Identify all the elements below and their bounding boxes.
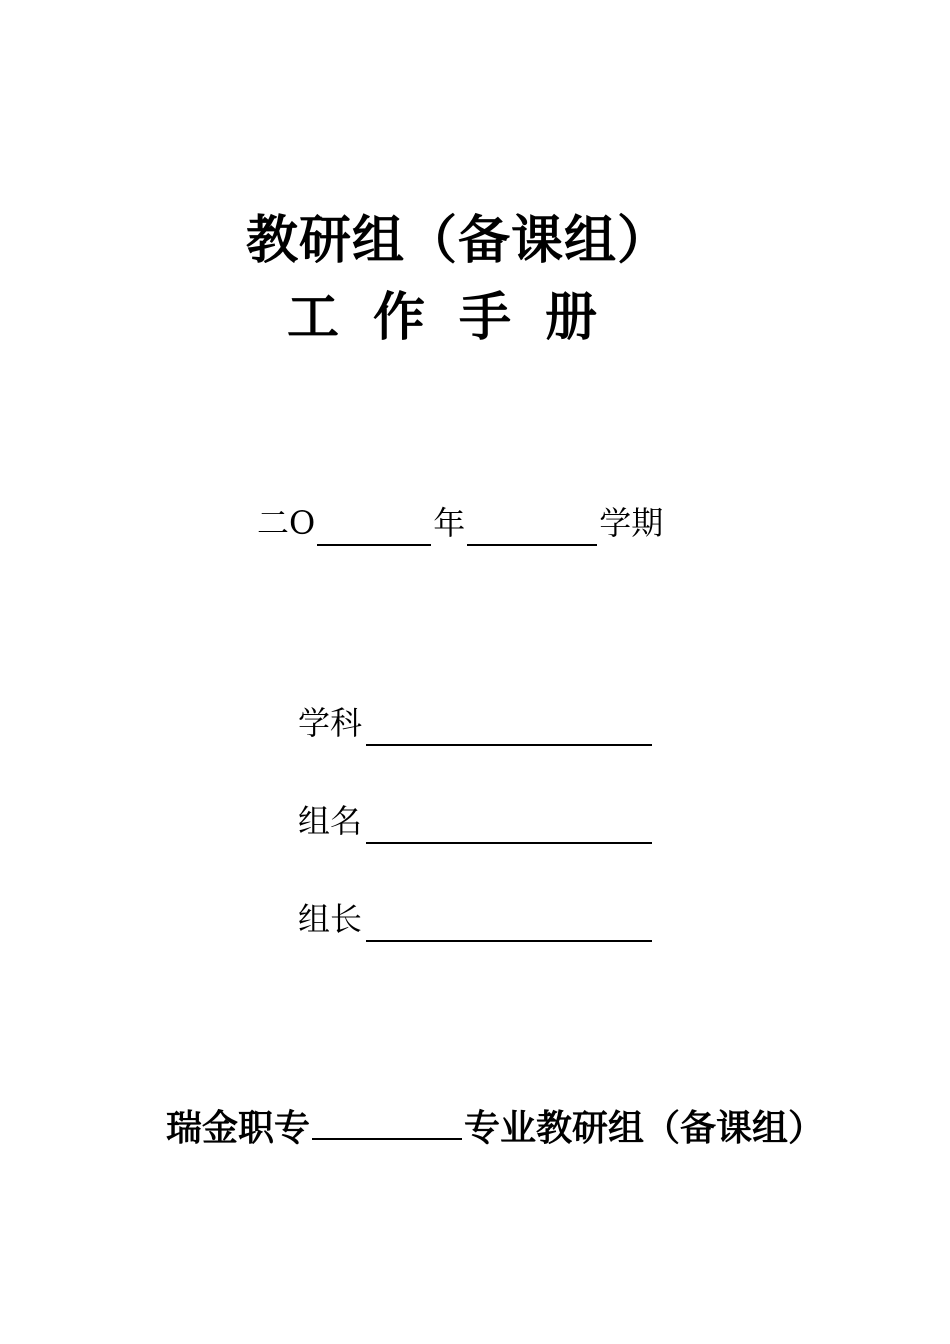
subject-field xyxy=(298,700,654,746)
semester-blank[interactable] xyxy=(467,506,597,546)
group-name-blank[interactable] xyxy=(366,804,652,844)
footer-prefix: 瑞金职专 xyxy=(166,1108,311,1149)
term-prefix: 二O xyxy=(257,504,316,542)
term-line xyxy=(257,500,663,546)
cover-subtitle: 工作手册 xyxy=(287,288,632,348)
group-name-label: 组名 xyxy=(298,802,363,840)
subject-label: 学科 xyxy=(298,704,363,742)
group-leader-label: 组长 xyxy=(298,900,363,938)
subject-blank[interactable] xyxy=(366,706,652,746)
year-blank[interactable] xyxy=(317,506,431,546)
footer-line xyxy=(146,1098,826,1156)
group-leader-blank[interactable] xyxy=(366,902,652,942)
term-semester-suffix: 学期 xyxy=(599,504,664,542)
term-year-suffix: 年 xyxy=(433,504,466,542)
group-name-field xyxy=(298,798,654,844)
footer-suffix: 专业教研组（备课组） xyxy=(464,1108,825,1149)
major-blank[interactable] xyxy=(312,1098,462,1140)
group-leader-field xyxy=(298,896,654,942)
cover-title: 教研组（备课组） xyxy=(246,211,671,271)
